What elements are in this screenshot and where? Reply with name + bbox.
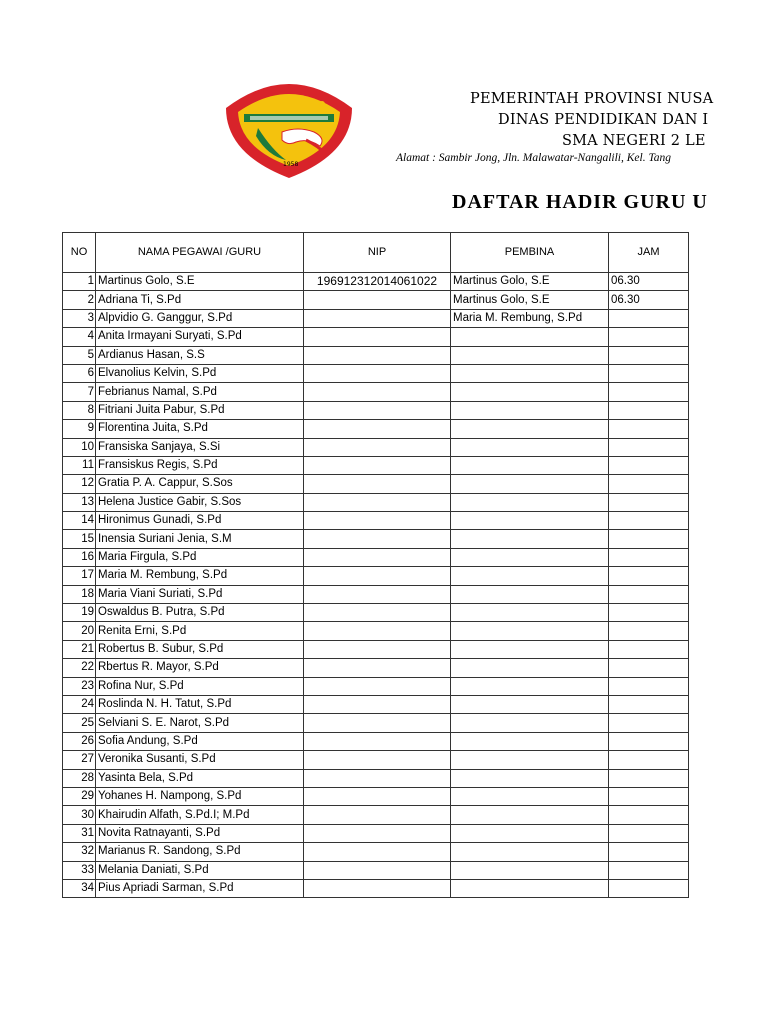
cell-jam bbox=[609, 843, 689, 861]
cell-no: 32 bbox=[63, 843, 96, 861]
cell-nama: Martinus Golo, S.E bbox=[96, 273, 304, 291]
cell-no: 15 bbox=[63, 530, 96, 548]
cell-nama: Rbertus R. Mayor, S.Pd bbox=[96, 659, 304, 677]
cell-no: 11 bbox=[63, 456, 96, 474]
cell-jam bbox=[609, 787, 689, 805]
cell-no: 18 bbox=[63, 585, 96, 603]
cell-no: 3 bbox=[63, 309, 96, 327]
cell-pembina bbox=[451, 364, 609, 382]
cell-pembina bbox=[451, 640, 609, 658]
cell-no: 31 bbox=[63, 824, 96, 842]
cell-no: 27 bbox=[63, 751, 96, 769]
cell-jam bbox=[609, 732, 689, 750]
cell-pembina bbox=[451, 769, 609, 787]
cell-nip bbox=[304, 622, 451, 640]
cell-jam bbox=[609, 567, 689, 585]
cell-jam bbox=[609, 530, 689, 548]
cell-nama: Alpvidio G. Ganggur, S.Pd bbox=[96, 309, 304, 327]
cell-pembina bbox=[451, 879, 609, 897]
cell-nip bbox=[304, 512, 451, 530]
cell-nip bbox=[304, 438, 451, 456]
cell-pembina bbox=[451, 604, 609, 622]
cell-nip: 196912312014061022 bbox=[304, 273, 451, 291]
cell-nip bbox=[304, 401, 451, 419]
cell-nip bbox=[304, 769, 451, 787]
cell-nama: Roslinda N. H. Tatut, S.Pd bbox=[96, 695, 304, 713]
table-row bbox=[63, 420, 689, 438]
cell-nip bbox=[304, 383, 451, 401]
school-address: Alamat : Sambir Jong, Jln. Malawatar-Nangalili, Kel. Tang bbox=[396, 152, 672, 164]
cell-pembina bbox=[451, 346, 609, 364]
cell-nip bbox=[304, 677, 451, 695]
cell-no: 14 bbox=[63, 512, 96, 530]
header-line-2: DINAS PENDIDIKAN DAN I bbox=[498, 112, 709, 128]
cell-no: 26 bbox=[63, 732, 96, 750]
table-row bbox=[63, 824, 689, 842]
cell-nama: Fransiska Sanjaya, S.Si bbox=[96, 438, 304, 456]
table-row bbox=[63, 328, 689, 346]
cell-jam bbox=[609, 456, 689, 474]
table-row bbox=[63, 622, 689, 640]
cell-jam bbox=[609, 585, 689, 603]
table-row bbox=[63, 640, 689, 658]
cell-no: 33 bbox=[63, 861, 96, 879]
cell-pembina bbox=[451, 695, 609, 713]
cell-nama: Adriana Ti, S.Pd bbox=[96, 291, 304, 309]
table-row bbox=[63, 475, 689, 493]
table-row bbox=[63, 714, 689, 732]
cell-pembina bbox=[451, 475, 609, 493]
cell-nama: Novita Ratnayanti, S.Pd bbox=[96, 824, 304, 842]
cell-nama: Maria M. Rembung, S.Pd bbox=[96, 567, 304, 585]
cell-nip bbox=[304, 567, 451, 585]
cell-nip bbox=[304, 346, 451, 364]
cell-jam bbox=[609, 328, 689, 346]
cell-no: 21 bbox=[63, 640, 96, 658]
column-header-no: NO bbox=[63, 233, 96, 273]
cell-nip bbox=[304, 475, 451, 493]
cell-nama: Ardianus Hasan, S.S bbox=[96, 346, 304, 364]
cell-no: 19 bbox=[63, 604, 96, 622]
cell-pembina bbox=[451, 383, 609, 401]
header-line-1: PEMERINTAH PROVINSI NUSA bbox=[470, 91, 714, 107]
cell-pembina bbox=[451, 787, 609, 805]
cell-nama: Yasinta Bela, S.Pd bbox=[96, 769, 304, 787]
cell-nip bbox=[304, 456, 451, 474]
cell-jam bbox=[609, 861, 689, 879]
cell-nama: Rofina Nur, S.Pd bbox=[96, 677, 304, 695]
cell-no: 2 bbox=[63, 291, 96, 309]
cell-jam bbox=[609, 659, 689, 677]
cell-nama: Robertus B. Subur, S.Pd bbox=[96, 640, 304, 658]
cell-nip bbox=[304, 824, 451, 842]
cell-pembina bbox=[451, 585, 609, 603]
cell-jam bbox=[609, 475, 689, 493]
cell-nip bbox=[304, 548, 451, 566]
cell-nama: Marianus R. Sandong, S.Pd bbox=[96, 843, 304, 861]
cell-pembina bbox=[451, 328, 609, 346]
cell-nama: Helena Justice Gabir, S.Sos bbox=[96, 493, 304, 511]
cell-nama: Maria Viani Suriati, S.Pd bbox=[96, 585, 304, 603]
cell-pembina bbox=[451, 861, 609, 879]
cell-jam bbox=[609, 383, 689, 401]
cell-nama: Fitriani Juita Pabur, S.Pd bbox=[96, 401, 304, 419]
table-row bbox=[63, 309, 689, 327]
cell-nip bbox=[304, 420, 451, 438]
table-row bbox=[63, 273, 689, 291]
logo-year-text: 1958 bbox=[283, 161, 299, 168]
cell-pembina bbox=[451, 659, 609, 677]
cell-jam bbox=[609, 512, 689, 530]
cell-no: 4 bbox=[63, 328, 96, 346]
cell-jam bbox=[609, 309, 689, 327]
cell-nama: Oswaldus B. Putra, S.Pd bbox=[96, 604, 304, 622]
cell-jam bbox=[609, 879, 689, 897]
cell-nama: Maria Firgula, S.Pd bbox=[96, 548, 304, 566]
header-line-3: SMA NEGERI 2 LE bbox=[562, 133, 706, 149]
cell-no: 30 bbox=[63, 806, 96, 824]
cell-no: 16 bbox=[63, 548, 96, 566]
cell-pembina bbox=[451, 512, 609, 530]
cell-nama: Anita Irmayani Suryati, S.Pd bbox=[96, 328, 304, 346]
cell-jam: 06.30 bbox=[609, 273, 689, 291]
table-row bbox=[63, 843, 689, 861]
cell-pembina bbox=[451, 677, 609, 695]
cell-no: 23 bbox=[63, 677, 96, 695]
column-header-jam: JAM bbox=[609, 233, 689, 273]
cell-no: 25 bbox=[63, 714, 96, 732]
table-row bbox=[63, 861, 689, 879]
column-header-nip: NIP bbox=[304, 233, 451, 273]
cell-pembina: Maria M. Rembung, S.Pd bbox=[451, 309, 609, 327]
cell-nip bbox=[304, 879, 451, 897]
table-row bbox=[63, 291, 689, 309]
cell-no: 7 bbox=[63, 383, 96, 401]
table-row bbox=[63, 677, 689, 695]
cell-jam bbox=[609, 364, 689, 382]
cell-nama: Selviani S. E. Narot, S.Pd bbox=[96, 714, 304, 732]
cell-jam bbox=[609, 420, 689, 438]
cell-nip bbox=[304, 291, 451, 309]
cell-pembina bbox=[451, 824, 609, 842]
cell-nama: Florentina Juita, S.Pd bbox=[96, 420, 304, 438]
cell-nama: Gratia P. A. Cappur, S.Sos bbox=[96, 475, 304, 493]
cell-pembina bbox=[451, 714, 609, 732]
cell-nip bbox=[304, 640, 451, 658]
cell-jam bbox=[609, 622, 689, 640]
cell-jam bbox=[609, 438, 689, 456]
cell-pembina bbox=[451, 843, 609, 861]
cell-jam bbox=[609, 677, 689, 695]
cell-nip bbox=[304, 530, 451, 548]
cell-pembina bbox=[451, 806, 609, 824]
cell-nip bbox=[304, 732, 451, 750]
cell-pembina bbox=[451, 456, 609, 474]
cell-nip bbox=[304, 309, 451, 327]
table-row bbox=[63, 383, 689, 401]
table-row bbox=[63, 879, 689, 897]
cell-nama: Yohanes H. Nampong, S.Pd bbox=[96, 787, 304, 805]
cell-pembina bbox=[451, 751, 609, 769]
table-row bbox=[63, 530, 689, 548]
school-emblem-logo bbox=[222, 80, 356, 182]
table-row bbox=[63, 751, 689, 769]
cell-nama: Khairudin Alfath, S.Pd.I; M.Pd bbox=[96, 806, 304, 824]
column-header-nama: NAMA PEGAWAI /GURU bbox=[96, 233, 304, 273]
cell-nip bbox=[304, 493, 451, 511]
cell-nip bbox=[304, 585, 451, 603]
cell-no: 28 bbox=[63, 769, 96, 787]
cell-jam bbox=[609, 604, 689, 622]
cell-jam bbox=[609, 806, 689, 824]
cell-pembina bbox=[451, 622, 609, 640]
cell-no: 13 bbox=[63, 493, 96, 511]
column-header-pembina: PEMBINA bbox=[451, 233, 609, 273]
cell-no: 17 bbox=[63, 567, 96, 585]
cell-nip bbox=[304, 861, 451, 879]
cell-no: 1 bbox=[63, 273, 96, 291]
cell-pembina bbox=[451, 493, 609, 511]
cell-pembina bbox=[451, 732, 609, 750]
cell-nip bbox=[304, 659, 451, 677]
cell-jam bbox=[609, 493, 689, 511]
table-row bbox=[63, 659, 689, 677]
cell-pembina bbox=[451, 567, 609, 585]
cell-jam: 06.30 bbox=[609, 291, 689, 309]
cell-jam bbox=[609, 769, 689, 787]
cell-nama: Veronika Susanti, S.Pd bbox=[96, 751, 304, 769]
cell-nip bbox=[304, 806, 451, 824]
cell-nama: Hironimus Gunadi, S.Pd bbox=[96, 512, 304, 530]
cell-jam bbox=[609, 751, 689, 769]
cell-jam bbox=[609, 824, 689, 842]
cell-no: 6 bbox=[63, 364, 96, 382]
cell-nama: Febrianus Namal, S.Pd bbox=[96, 383, 304, 401]
table-row bbox=[63, 438, 689, 456]
cell-no: 22 bbox=[63, 659, 96, 677]
cell-pembina bbox=[451, 438, 609, 456]
cell-nip bbox=[304, 328, 451, 346]
cell-no: 29 bbox=[63, 787, 96, 805]
table-row bbox=[63, 806, 689, 824]
cell-nama: Pius Apriadi Sarman, S.Pd bbox=[96, 879, 304, 897]
cell-pembina bbox=[451, 530, 609, 548]
table-row bbox=[63, 732, 689, 750]
table-row bbox=[63, 364, 689, 382]
table-row bbox=[63, 548, 689, 566]
cell-nama: Melania Daniati, S.Pd bbox=[96, 861, 304, 879]
cell-nip bbox=[304, 843, 451, 861]
cell-pembina: Martinus Golo, S.E bbox=[451, 273, 609, 291]
cell-jam bbox=[609, 714, 689, 732]
table-row bbox=[63, 346, 689, 364]
cell-nip bbox=[304, 751, 451, 769]
table-row bbox=[63, 567, 689, 585]
cell-nama: Fransiskus Regis, S.Pd bbox=[96, 456, 304, 474]
table-row bbox=[63, 401, 689, 419]
attendance-table bbox=[62, 232, 689, 898]
cell-no: 12 bbox=[63, 475, 96, 493]
cell-pembina: Martinus Golo, S.E bbox=[451, 291, 609, 309]
cell-nip bbox=[304, 714, 451, 732]
cell-nama: Renita Erni, S.Pd bbox=[96, 622, 304, 640]
cell-nama: Sofia Andung, S.Pd bbox=[96, 732, 304, 750]
table-row bbox=[63, 493, 689, 511]
cell-jam bbox=[609, 346, 689, 364]
cell-no: 8 bbox=[63, 401, 96, 419]
cell-pembina bbox=[451, 548, 609, 566]
cell-no: 20 bbox=[63, 622, 96, 640]
cell-jam bbox=[609, 695, 689, 713]
table-row bbox=[63, 787, 689, 805]
table-row bbox=[63, 456, 689, 474]
cell-nip bbox=[304, 787, 451, 805]
table-row bbox=[63, 604, 689, 622]
cell-pembina bbox=[451, 401, 609, 419]
cell-nip bbox=[304, 364, 451, 382]
cell-nip bbox=[304, 695, 451, 713]
cell-nip bbox=[304, 604, 451, 622]
cell-pembina bbox=[451, 420, 609, 438]
cell-nama: Inensia Suriani Jenia, S.M bbox=[96, 530, 304, 548]
cell-no: 24 bbox=[63, 695, 96, 713]
table-header-row bbox=[63, 233, 689, 273]
cell-jam bbox=[609, 548, 689, 566]
table-row bbox=[63, 695, 689, 713]
cell-no: 5 bbox=[63, 346, 96, 364]
cell-no: 10 bbox=[63, 438, 96, 456]
table-row bbox=[63, 769, 689, 787]
cell-jam bbox=[609, 401, 689, 419]
cell-nama: Elvanolius Kelvin, S.Pd bbox=[96, 364, 304, 382]
document-title: DAFTAR HADIR GURU U bbox=[452, 191, 708, 213]
table-row bbox=[63, 585, 689, 603]
table-row bbox=[63, 512, 689, 530]
cell-no: 9 bbox=[63, 420, 96, 438]
cell-no: 34 bbox=[63, 879, 96, 897]
cell-jam bbox=[609, 640, 689, 658]
